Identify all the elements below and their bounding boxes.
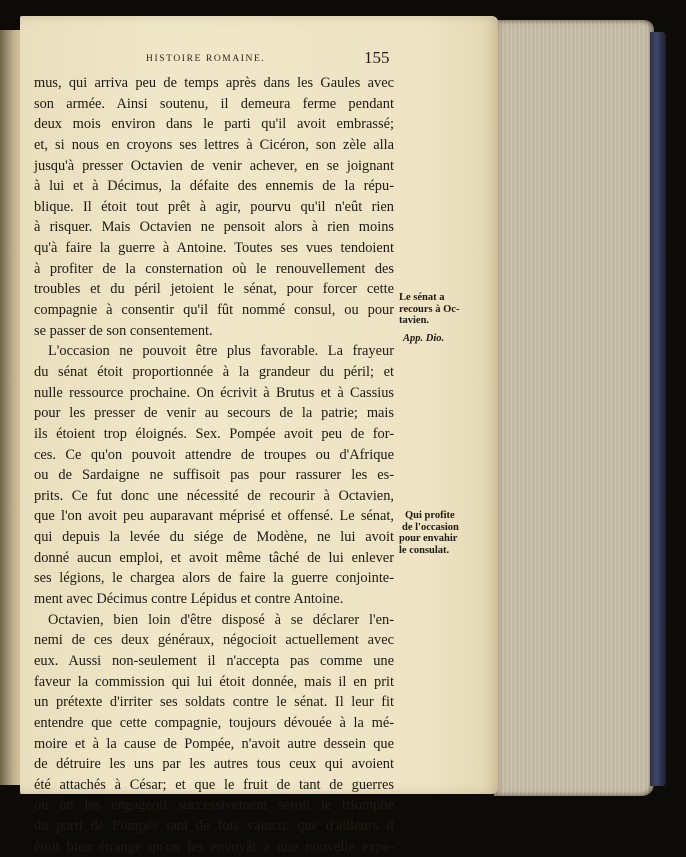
book-fore-edge [494, 20, 654, 796]
text-line: étoit bien étrange qu'on les envoyât à une nouvelle expé- [34, 838, 394, 855]
text-line: qui depuis la levée du siége de Modène, ne lui avoit [34, 529, 394, 546]
margin-note-line: de l'occasion [402, 521, 459, 533]
text-line: nulle ressource prochaine. On écrivit à Brutus et à Cassius [34, 384, 394, 401]
text-line: son armée. Ainsi soutenu, il demeura ferme pendant [34, 95, 394, 112]
margin-note-line: pour envahir [399, 533, 458, 544]
text-line: nemi de ces deux généraux, négocioit actuellement avec [34, 632, 394, 649]
margin-note-citation: App. Dio. [403, 332, 445, 344]
text-line: prits. Ce fut donc une nécessité de recourir à Octavien, [34, 487, 394, 504]
text-line: faveur la commission qui lui étoit donnée, mais il en prit [34, 673, 394, 690]
text-line: ou de Sardaigne ne suffisoit pas pour rassurer les es- [34, 467, 394, 484]
text-line: moire et à la cause de Pompée, n'avoit autre dessein que [34, 735, 394, 752]
text-line: où on les engageoit successivement seroit le triomphe [34, 797, 394, 814]
paragraph-start-line: Octavien, bien loin d'être disposé à se déclarer l'en- [48, 611, 394, 628]
text-line: deux mois environ dans le parti qu'il avoit embrassé; [34, 116, 394, 133]
book-cover-edge [650, 32, 666, 786]
text-line: du parti de Pompée tant de fois vaincu: que d'ailleurs il [34, 818, 394, 835]
text-line: eux. Aussi non-seulement il n'accepta pas comme une [34, 652, 394, 669]
running-title: HISTOIRE ROMAINE. [146, 54, 266, 64]
text-line: un prétexte d'irriter ses soldats contre le sénat. Il leur fit [34, 694, 394, 711]
text-line: se passer de son consentement. [34, 322, 213, 339]
text-line: de détruire les uns par les autres tous ceux qui avoient [34, 756, 394, 773]
margin-note-line: tavien. [399, 315, 430, 326]
text-line: mus, qui arriva peu de temps après dans les Gaules avec [34, 75, 394, 91]
text-line: compagnie à consentir qu'il fût nommé consul, ou pour [34, 302, 394, 319]
margin-note-line: Qui profite [405, 510, 455, 521]
margin-note-line: recours à Oc- [399, 303, 460, 315]
text-line: pour les presser de venir au secours de la patrie; mais [34, 405, 394, 422]
left-page-edge [0, 30, 22, 785]
text-line: ses légions, le chargea alors de faire la guerre conjointe- [34, 570, 394, 587]
text-line: ils étoient trop éloignés. Sex. Pompée avoit peu de for- [34, 425, 394, 442]
text-line: et, si nous en croyons ses lettres à Cicéron, son zèle alla [34, 136, 394, 153]
margin-note-line: le consulat. [399, 544, 450, 556]
text-line: ces. Ce qu'on pouvoit attendre de troupes ou d'Afrique [34, 446, 394, 463]
text-line: à lui et à Décimus, la défaite des ennemis de la répu- [34, 178, 394, 195]
text-line: à profiter de la consternation où le renouvellement des [34, 260, 394, 277]
body-text [34, 73, 394, 857]
margin-note-consulate [399, 510, 465, 556]
text-line: jusqu'à presser Octavien de venir achever, en se joignant [34, 157, 394, 174]
text-line: du sénat étoit proportionnée à la grandeur du péril; et [34, 363, 394, 380]
text-line: donné aucun emploi, et avoit même tâché de lui enlever [34, 549, 394, 566]
text-line: que l'on avoit peu auparavant méprisé et offensé. Le sénat, [34, 508, 394, 525]
text-line: été attachés à César; et que le fruit de tant de guerres [34, 776, 394, 793]
text-line: ment avec Décimus contre Lépidus et contre Antoine. [34, 591, 344, 608]
margin-note-senate [399, 292, 465, 344]
margin-note-line: Le sénat a [399, 292, 445, 303]
text-line: troubles et du péril jetoient le sénat, pour forcer cette [34, 281, 394, 298]
text-line: entendre que cette compagnie, toujours dévouée à la mé- [34, 714, 394, 731]
paragraph-start-line: L'occasion ne pouvoit être plus favorable. La frayeur [48, 343, 394, 360]
text-line: qu'à faire la guerre à Antoine. Toutes ses vues tendoient [34, 240, 394, 257]
text-line: blique. Il étoit tout prêt à agir, pourvu qu'il n'eût rien [34, 198, 394, 215]
page-number: 155 [364, 48, 390, 67]
text-line: à risquer. Mais Octavien ne pensoit alors à rien moins [34, 219, 394, 236]
